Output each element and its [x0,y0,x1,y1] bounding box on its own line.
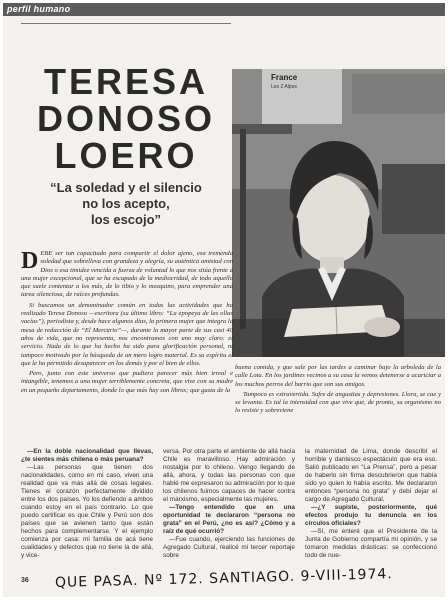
intro-column-left [21,250,233,397]
intro-paragraph-1: EBE ser tan capacitado para compartir el dolor ajeno, esa tremenda soledad que sobrelleva con grandeza y alegría, su auténtica amistad con Dios o esa timidez vencida a fuerza de voluntad lo que nos sitúa frente a una mujer excepcional, que se ha escapado de la mediocridad, de todo aquello que suele contentar a los más, de lo tibio y lo mezquino, para emprender una tarea silenciosa, de raíces profundas. [21,250,233,299]
section-label: perfil humano [7,4,71,14]
interview-column-1 [21,448,153,560]
intro-paragraph-5: Tampoco es extravertida. Sufre de angustias y depresiones. Llora, se cae y se levanta. Es tal la intensidad con que vive que, de pronto, su organismo no lo resiste y sobreviene [235,390,441,415]
interview-answer: versa. Por otra parte el ambiente de allá hacia Chile es maravilloso. Hay admiración y nostalgia por lo chileno. Vengo llegando de allá, ahora, y todas las personas con que hablé me expresaron su admiración por lo que los chilenos fuimos capaces de hacer contra el marxismo, especialmente las mujeres. [163,448,295,503]
pull-quote [21,180,231,228]
intro-column-right [235,364,441,418]
interview-answer: —Fue cuando, ejerciendo las funciones de Agregado Cultural, realicé mi tercer reportaje sobre [163,536,295,559]
interview-answer: —Sí, me enteré que el Presidente de la Junta de Gobierno compartía mi opinión, y se tomaron medidas drásticas: se confeccionó todo de nue- [305,528,437,559]
section-header-bar [3,3,445,16]
interview-answer: la maternidad de Lima, donde describí el horrible y dantesco espectáculo que era eso. Salió publicado en “La Prensa”, pero a pesar de haberlo sin firma descubrieron que había sido yo quien lo había escrito. Me declararon entonces “persona no grata” y debí dejar el cargo de Agregado Cultural. [305,448,437,503]
intro-paragraph-3: Pero, junto con este universo que pudiera parecer más bien irreal e intangible, tenemos a una mujer terriblemente concreta, que vive con su madre en un pequeño departamento, donde lo que más hay son libros; que gusta de la [21,370,233,394]
quote-line-3: los escojo” [90,212,162,227]
magazine-page [3,3,445,597]
photo-sign-text: France [271,73,298,82]
handwritten-source-note: QUE PASA. Nº 172. SANTIAGO. 9-VIII-1974. [54,566,393,591]
interview-question: —Tengo entendido que en una oportunidad te declararon “persona no grata” en el Perú, ¿no es así? ¿Cómo y a raíz de qué ocurrió? [163,504,295,535]
title-line-3: LOERO [54,135,198,176]
interview-answer: —Las personas que tienen dos nacionalidades, como en mi caso, viven una realidad que va más allá de cosas legales. Tienes el corazón perfectamente dividido entre los dos países. Yo los defiendo a ambos cuando estoy en el país contrario. Lo que puedo certificar es que Chile y Perú son dos países que se avienen tanto que están hechos para complementarse. Y el ejemplo comienza por casa: mi familia de acá tiene cualidades y defectos que no tiene la de allá, y vice- [21,464,153,559]
interview-question: —¿Y supiste, posteriormente, qué efectos produjo tu denuncia en los círculos oficiales? [305,504,437,527]
intro-paragraph-2: Si buscamos un denominador común en todas las actividades que ha realizado Teresa Donoso —escritora (su último libro: “La epopeya de las ollas vacías”), periodista y, desde hace algunos días, la primera mujer que integra la mesa de redacción de “El Mercurio”—, durante la mayor parte de sus casi 40 años de vida, que no representa, nos encontramos con uno muy claro: el servicio. Nada de lo que ha hecho ha sido para glorificación personal, ni tampoco motivado por la búsqueda de un mero logro material. Es su espíritu el que le ha permitido desaparecer en los demás y por el bien de ellos. [21,301,233,367]
portrait-image [232,69,445,357]
quote-line-1: “La soledad y el silencio [50,180,202,195]
photo-sign-subtext: Les 2 Alpes [271,84,297,90]
article-title [21,63,231,174]
title-line-1: TERESA [43,61,209,102]
portrait-photo [232,69,445,357]
interview-column-2 [163,448,295,560]
drop-cap: D [21,248,39,274]
page-number: 36 [21,577,29,584]
interview-column-3 [305,448,437,560]
intro-paragraph-4: buena comida, y que sale por las tardes a caminar bajo la arboleda de la calle Lota. En los jardines vecinos a su casa la vemos detenerse a acariciar a los muchos perros del barrio que son sus amigos. [235,364,441,388]
top-rule [21,23,231,24]
interview-question: —En la doble nacionalidad que llevas, ¿te sientes más chilena o más peruana? [21,448,153,463]
quote-line-2: no los acepto, [82,196,170,211]
title-line-2: DONOSO [36,98,215,139]
